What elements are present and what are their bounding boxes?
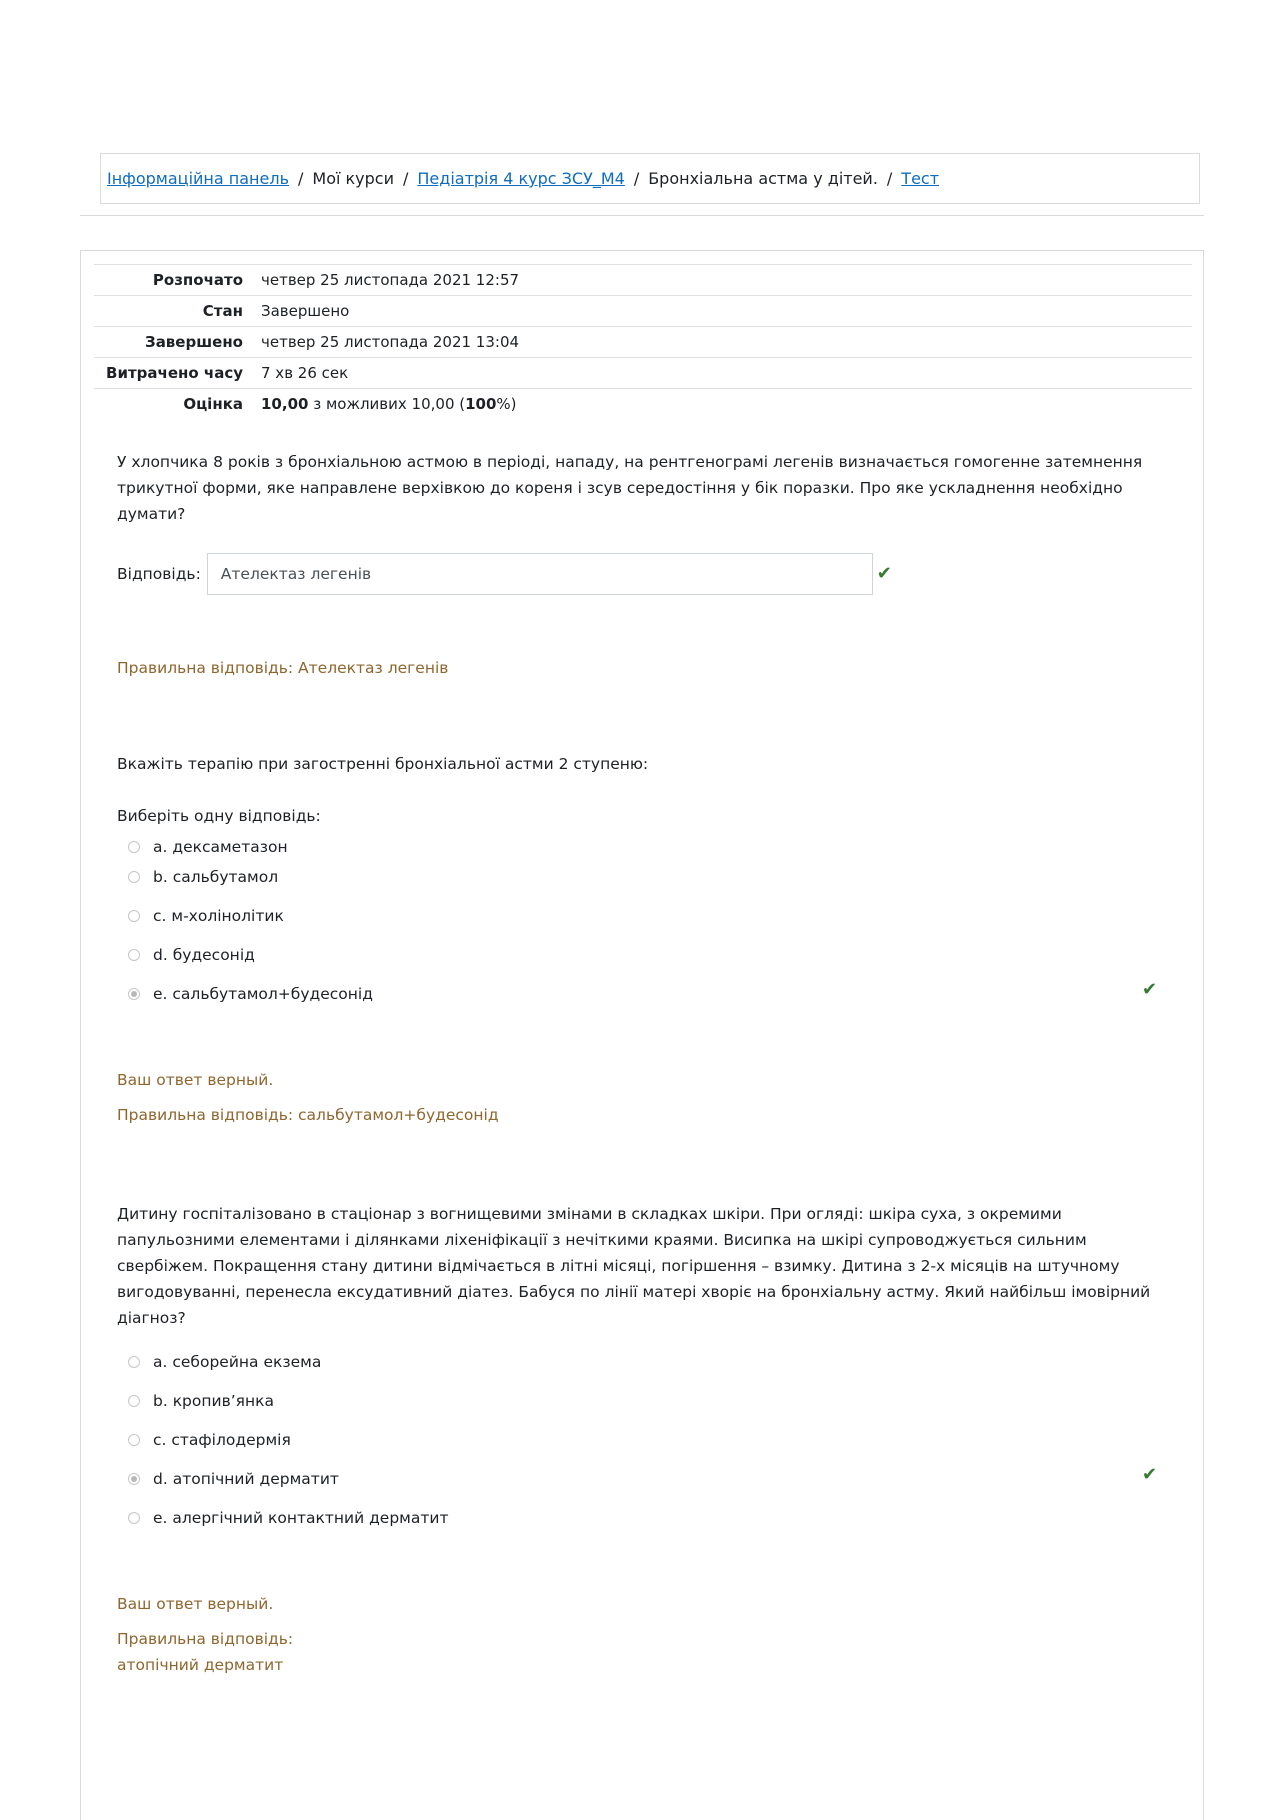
- question-2-feedback: Ваш ответ верный.: [117, 1071, 274, 1089]
- breadcrumb: [100, 153, 1200, 204]
- grade-label: Оцінка: [183, 395, 243, 413]
- quiz-review-panel: [80, 250, 1204, 1820]
- option-label: e. алергічний контактний дерматит: [153, 1509, 449, 1527]
- summary-row-completed: [94, 326, 1192, 357]
- question-2-text: Вкажіть терапію при загостренні бронхіальної астми 2 ступеню:: [117, 755, 649, 773]
- question-2-option-d[interactable]: [117, 942, 1157, 968]
- state-label: Стан: [202, 302, 243, 320]
- radio-button[interactable]: [128, 1512, 140, 1524]
- summary-row-time: [94, 357, 1192, 388]
- question-3-option-b[interactable]: [117, 1388, 1157, 1414]
- breadcrumb-dashboard-link[interactable]: Інформаційна панель: [107, 169, 289, 188]
- attempt-summary-table: [94, 264, 1192, 419]
- option-label: d. будесонід: [153, 946, 255, 964]
- summary-row-state: [94, 295, 1192, 326]
- option-label: b. сальбутамол: [153, 868, 279, 886]
- question-1-answer-row: [117, 553, 1157, 595]
- check-icon: ✔: [1142, 1464, 1158, 1485]
- grade-end-text: %): [496, 395, 517, 413]
- question-1-text: У хлопчика 8 років з бронхіальною астмою в періоді, нападу, на рентгенограмі легенів визначається гомогенне затемнення трикутної форми, яке направлене верхівкою до кореня і зсув середостіння у бік поразки. Про яке ускладнення необхідно думати?: [117, 453, 1143, 523]
- breadcrumb-my-courses: Мої курси: [312, 169, 394, 188]
- option-label: c. стафілодермія: [153, 1431, 291, 1449]
- question-3: [117, 1201, 1157, 1678]
- question-3-text: Дитину госпіталізовано в стаціонар з вогнищевими змінами в складках шкіри. При огляді: шкіра суха, з окремими папульозними елементами і ділянками ліхеніфікації з нечіткими краями. Висипка на шкірі супроводжується сильним свербіжем. Покращення стану дитини відмічається в літні місяці, погіршення – взимку. Дитина з 2-х місяців на штучному вигодовуванні, перенесла ексудативний діатез. Бабуся по лінії матері хворіє на бронхіальну астму. Який найбільш імовірний діагноз?: [117, 1205, 1151, 1327]
- answer-label: Відповідь:: [117, 565, 201, 583]
- option-label: d. атопічний дерматит: [153, 1470, 339, 1488]
- summary-row-grade: [94, 388, 1192, 419]
- breadcrumb-separator: /: [633, 169, 640, 188]
- option-label: a. дексаметазон: [153, 838, 288, 856]
- radio-button[interactable]: [128, 949, 140, 961]
- breadcrumb-course-link[interactable]: Педіатрія 4 курс ЗСУ_М4: [417, 169, 625, 188]
- question-2-prompt: Виберіть одну відповідь:: [117, 807, 321, 825]
- option-label: c. м-холінолітик: [153, 907, 284, 925]
- question-2-option-c[interactable]: [117, 903, 1157, 929]
- breadcrumb-section: Бронхіальна астма у дітей.: [648, 169, 878, 188]
- check-icon: ✔: [876, 563, 892, 584]
- question-3-option-c[interactable]: [117, 1427, 1157, 1453]
- option-label: e. сальбутамол+будесонід: [153, 985, 373, 1003]
- started-label: Розпочато: [152, 271, 243, 289]
- check-icon: ✔: [1142, 979, 1158, 1000]
- started-value: четвер 25 листопада 2021 12:57: [261, 271, 520, 289]
- radio-button[interactable]: [128, 910, 140, 922]
- breadcrumb-test-link[interactable]: Тест: [901, 169, 940, 188]
- option-label: a. себорейна екзема: [153, 1353, 322, 1371]
- question-2-option-b[interactable]: [117, 864, 1157, 890]
- completed-value: четвер 25 листопада 2021 13:04: [261, 333, 520, 351]
- radio-button[interactable]: [128, 1395, 140, 1407]
- time-taken-label: Витрачено часу: [106, 364, 243, 382]
- completed-label: Завершено: [145, 333, 243, 351]
- summary-row-started: [94, 264, 1192, 295]
- question-2-option-a[interactable]: [117, 834, 1157, 860]
- radio-button-selected[interactable]: [128, 988, 140, 1000]
- question-2: [117, 751, 1157, 1128]
- option-label: b. кропив’янка: [153, 1392, 274, 1410]
- grade-percent: 100: [465, 395, 497, 413]
- header-divider: [80, 215, 1204, 216]
- answer-input[interactable]: Ателектаз легенів: [207, 553, 873, 595]
- question-1-correct-answer: Правильна відповідь: Ателектаз легенів: [117, 659, 449, 677]
- radio-button[interactable]: [128, 841, 140, 853]
- grade-score: 10,00: [261, 395, 309, 413]
- time-taken-value: 7 хв 26 сек: [261, 364, 349, 382]
- radio-button[interactable]: [128, 1434, 140, 1446]
- breadcrumb-separator: /: [298, 169, 304, 188]
- grade-value: [261, 395, 517, 413]
- state-value: Завершено: [261, 302, 350, 320]
- question-3-correct-label: Правильна відповідь:: [117, 1630, 294, 1648]
- question-2-option-e[interactable]: [117, 981, 1157, 1007]
- breadcrumb-separator: /: [403, 169, 409, 188]
- breadcrumb-separator: /: [886, 169, 893, 188]
- question-2-correct-answer: Правильна відповідь: сальбутамол+будесонід: [117, 1106, 499, 1124]
- radio-button-selected[interactable]: [128, 1473, 140, 1485]
- radio-button[interactable]: [128, 1356, 140, 1368]
- question-3-option-a[interactable]: [117, 1349, 1157, 1375]
- question-3-feedback: Ваш ответ верный.: [117, 1595, 274, 1613]
- question-3-option-d[interactable]: [117, 1466, 1157, 1492]
- question-1: [117, 449, 1157, 681]
- grade-mid-text: з можливих 10,00 (: [308, 395, 466, 413]
- question-3-correct-value: атопічний дерматит: [117, 1656, 284, 1674]
- radio-button[interactable]: [128, 871, 140, 883]
- question-3-option-e[interactable]: [117, 1505, 1157, 1531]
